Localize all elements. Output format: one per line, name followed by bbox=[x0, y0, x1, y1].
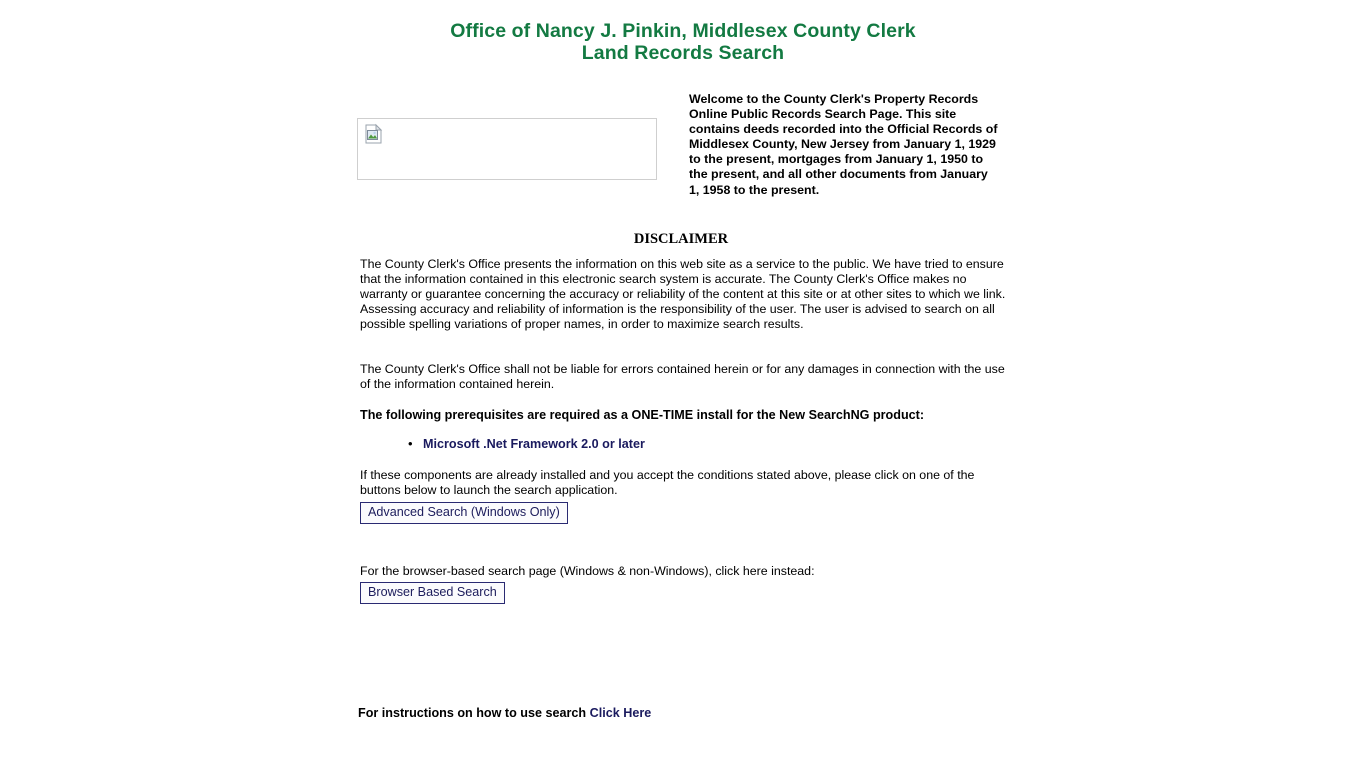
footer-instructions bbox=[358, 706, 1058, 721]
page-title bbox=[0, 20, 1366, 64]
prerequisites-list bbox=[404, 437, 1004, 452]
advanced-search-button[interactable]: Advanced Search (Windows Only) bbox=[360, 502, 568, 524]
disclaimer-heading: DISCLAIMER bbox=[633, 231, 729, 247]
click-here-link[interactable]: Click Here bbox=[589, 706, 652, 720]
page-title-line-1: Office of Nancy J. Pinkin, Middlesex County Clerk bbox=[450, 20, 916, 42]
browser-search-prompt: For the browser-based search page (Windows & non-Windows), click here instead: bbox=[360, 564, 815, 578]
browser-based-search-button[interactable]: Browser Based Search bbox=[360, 582, 505, 604]
welcome-text: Welcome to the County Clerk's Property Records Online Public Records Search Page. This site contains deeds recorded into the Official Records of Middlesex County, New Jersey from January 1, 1929 to the present, mortgages from January 1, 1950 to the present, and all other documents from January 1, 1958 to the present. bbox=[689, 92, 998, 197]
broken-image-icon bbox=[363, 123, 385, 145]
launch-instructions: If these components are already installed and you accept the conditions stated above, please click on one of the buttons below to launch the search application. bbox=[360, 468, 975, 497]
dotnet-framework-link[interactable]: Microsoft .Net Framework 2.0 or later bbox=[423, 437, 645, 451]
prerequisites-heading: The following prerequisites are required as a ONE-TIME install for the New SearchNG product: bbox=[360, 408, 925, 422]
disclaimer-paragraph-2: The County Clerk's Office shall not be liable for errors contained herein or for any damages in connection with the use of the information contained herein. bbox=[360, 362, 1005, 391]
list-item bbox=[404, 437, 1004, 452]
page-title-line-2: Land Records Search bbox=[581, 42, 785, 64]
footer-instructions-text: For instructions on how to use search bbox=[358, 706, 590, 720]
banner-image-placeholder bbox=[357, 118, 657, 180]
disclaimer-paragraph-1: The County Clerk's Office presents the information on this web site as a service to the public. We have tried to ensure that the information contained in this electronic search system is accurate. The County Clerk's Office makes no warranty or guarantee concerning the accuracy or reliability of the content at this site or at other sites to which we link. Assessing accuracy and reliability of information is the responsibility of the user. The user is advised to search on all possible spelling variations of proper names, in order to maximize search results. bbox=[360, 257, 1006, 331]
